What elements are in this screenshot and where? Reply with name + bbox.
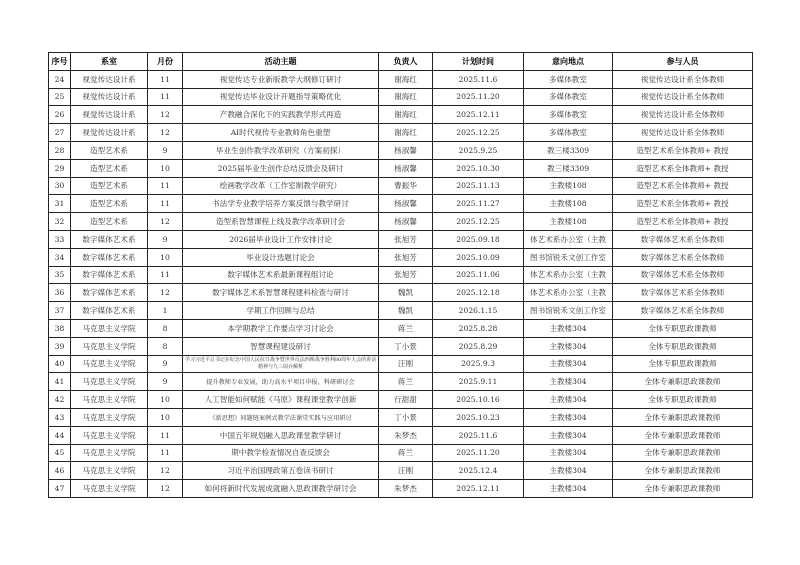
cell-seq: 43 [49, 408, 71, 426]
cell-planned-date: 2025.11.13 [433, 177, 524, 195]
cell-participants: 造型艺术系全体教师+ 教授 [613, 159, 753, 177]
cell-topic: 绘画教学改革（工作室制教学研究） [183, 177, 379, 195]
cell-owner: 杨淑馨 [379, 213, 433, 231]
cell-location: 教三楼3309 [524, 141, 613, 159]
cell-location: 主教楼304 [524, 319, 613, 337]
cell-location: 多媒体教室 [524, 88, 613, 106]
cell-planned-date: 2025.09.18 [433, 230, 524, 248]
table-row [49, 70, 753, 88]
cell-department: 造型艺术系 [71, 141, 148, 159]
cell-owner: 蒋兰 [379, 319, 433, 337]
cell-owner: 汪刚 [379, 355, 433, 373]
cell-department: 造型艺术系 [71, 177, 148, 195]
cell-month: 8 [148, 337, 183, 355]
header-planned-date: 计划时间 [433, 53, 524, 71]
cell-seq: 36 [49, 284, 71, 302]
cell-location: 主教楼304 [524, 426, 613, 444]
cell-participants: 全体专兼职思政课教师 [613, 480, 753, 498]
table-row [49, 391, 753, 409]
cell-department: 数字媒体艺术系 [71, 248, 148, 266]
cell-planned-date: 2025.12.25 [433, 124, 524, 142]
cell-owner: 朱梦杰 [379, 480, 433, 498]
cell-seq: 34 [49, 248, 71, 266]
header-owner: 负责人 [379, 53, 433, 71]
header-month: 月份 [148, 53, 183, 71]
cell-location: 多媒体教室 [524, 124, 613, 142]
cell-seq: 25 [49, 88, 71, 106]
cell-planned-date: 2025.10.30 [433, 159, 524, 177]
cell-planned-date: 2025.11.6 [433, 426, 524, 444]
cell-topic: 数字媒体艺术系智慧课程建科检查与研讨 [183, 284, 379, 302]
table-row [49, 230, 753, 248]
cell-department: 马克思主义学院 [71, 426, 148, 444]
cell-seq: 35 [49, 266, 71, 284]
cell-owner: 蒋兰 [379, 373, 433, 391]
cell-topic: 视觉传达毕业设计开题指导策略优化 [183, 88, 379, 106]
cell-location: 主教楼108 [524, 177, 613, 195]
cell-month: 11 [148, 177, 183, 195]
cell-month: 11 [148, 195, 183, 213]
cell-participants: 全体专兼职思政课教师 [613, 462, 753, 480]
cell-location: 主教楼304 [524, 444, 613, 462]
cell-owner: 张旭芳 [379, 266, 433, 284]
cell-owner: 曹振华 [379, 177, 433, 195]
cell-location: 主教楼304 [524, 480, 613, 498]
cell-month: 10 [148, 408, 183, 426]
cell-seq: 29 [49, 159, 71, 177]
cell-department: 造型艺术系 [71, 195, 148, 213]
cell-topic: 《新思想》问题链案例式教学法课堂实践与应用研讨 [183, 408, 379, 426]
table-row [49, 426, 753, 444]
cell-location: 主教楼304 [524, 337, 613, 355]
cell-topic: 智慧课程建设研讨 [183, 337, 379, 355]
cell-topic: AI时代视传专业教师角色重塑 [183, 124, 379, 142]
cell-month: 12 [148, 124, 183, 142]
cell-seq: 37 [49, 302, 71, 320]
cell-seq: 47 [49, 480, 71, 498]
cell-owner: 杨淑馨 [379, 141, 433, 159]
cell-owner: 蒋兰 [379, 444, 433, 462]
cell-seq: 39 [49, 337, 71, 355]
cell-participants: 全体专兼职思政课教师 [613, 373, 753, 391]
cell-topic: 期中教学检查情况自查反馈会 [183, 444, 379, 462]
cell-department: 视觉传达设计系 [71, 124, 148, 142]
cell-month: 9 [148, 141, 183, 159]
cell-month: 12 [148, 284, 183, 302]
cell-owner: 丁小景 [379, 337, 433, 355]
table-row [49, 213, 753, 231]
cell-planned-date: 2025.9.3 [433, 355, 524, 373]
cell-month: 12 [148, 480, 183, 498]
cell-topic: 数字媒体艺术系最新课程组讨论 [183, 266, 379, 284]
table-row [49, 408, 753, 426]
cell-planned-date: 2025.11.20 [433, 444, 524, 462]
cell-planned-date: 2025.11.20 [433, 88, 524, 106]
cell-planned-date: 2025.12.25 [433, 213, 524, 231]
cell-department: 视觉传达设计系 [71, 70, 148, 88]
table-row [49, 248, 753, 266]
cell-department: 数字媒体艺术系 [71, 230, 148, 248]
table-row [49, 480, 753, 498]
cell-topic: 书法学专业教学培养方案反馈与教学研讨 [183, 195, 379, 213]
table-row [49, 373, 753, 391]
cell-planned-date: 2025.11.27 [433, 195, 524, 213]
cell-location: 主教楼304 [524, 408, 613, 426]
activity-schedule-table [48, 52, 753, 498]
cell-owner: 朱梦杰 [379, 426, 433, 444]
cell-location: 主教楼304 [524, 462, 613, 480]
cell-department: 数字媒体艺术系 [71, 284, 148, 302]
cell-topic: 毕业设计选题讨论会 [183, 248, 379, 266]
cell-owner: 汪刚 [379, 462, 433, 480]
cell-location: 主教楼304 [524, 373, 613, 391]
cell-month: 11 [148, 88, 183, 106]
cell-owner: 张旭芳 [379, 230, 433, 248]
cell-topic: 人工智能如何赋能《马原》课程课堂教学创新 [183, 391, 379, 409]
cell-participants: 数字媒体艺术系全体教师 [613, 284, 753, 302]
cell-seq: 32 [49, 213, 71, 231]
cell-month: 12 [148, 462, 183, 480]
cell-participants: 全体专职思政课教师 [613, 391, 753, 409]
cell-owner: 谢海红 [379, 106, 433, 124]
cell-department: 数字媒体艺术系 [71, 266, 148, 284]
cell-department: 马克思主义学院 [71, 391, 148, 409]
cell-participants: 视觉传达设计系全体教师 [613, 124, 753, 142]
cell-topic: 毕业生创作教学改革研究（方案初探） [183, 141, 379, 159]
cell-month: 8 [148, 319, 183, 337]
cell-planned-date: 2025.10.23 [433, 408, 524, 426]
cell-department: 马克思主义学院 [71, 444, 148, 462]
cell-participants: 全体专职思政课教师 [613, 319, 753, 337]
table-row [49, 177, 753, 195]
cell-seq: 33 [49, 230, 71, 248]
table-row [49, 141, 753, 159]
cell-owner: 丁小景 [379, 408, 433, 426]
table-row [49, 106, 753, 124]
header-row [49, 53, 753, 71]
cell-planned-date: 2025.11.06 [433, 266, 524, 284]
cell-department: 马克思主义学院 [71, 480, 148, 498]
table-row [49, 319, 753, 337]
cell-department: 视觉传达设计系 [71, 106, 148, 124]
cell-planned-date: 2026.1.15 [433, 302, 524, 320]
cell-topic: 学习习近平总书记在纪念中国人民抗日战争暨世界反法西斯战争胜利80周年大会的讲话精神与九三阅兵解析 [183, 355, 379, 373]
cell-month: 11 [148, 444, 183, 462]
cell-planned-date: 2025.9.11 [433, 373, 524, 391]
cell-location: 图书馆锐禾文创工作室 [524, 248, 613, 266]
cell-planned-date: 2025.9.25 [433, 141, 524, 159]
cell-location: 体艺术系办公室（主教 [524, 284, 613, 302]
cell-location: 主教楼108 [524, 213, 613, 231]
cell-seq: 38 [49, 319, 71, 337]
cell-planned-date: 2025.12.4 [433, 462, 524, 480]
cell-owner: 魏凯 [379, 284, 433, 302]
cell-owner: 魏凯 [379, 302, 433, 320]
cell-month: 9 [148, 373, 183, 391]
cell-month: 11 [148, 426, 183, 444]
cell-participants: 视觉传达设计系全体教师 [613, 70, 753, 88]
cell-participants: 造型艺术系全体教师+ 教授 [613, 195, 753, 213]
cell-participants: 全体专兼职思政课教师 [613, 408, 753, 426]
cell-month: 10 [148, 248, 183, 266]
cell-topic: 本学期教学工作要点学习讨论会 [183, 319, 379, 337]
cell-seq: 24 [49, 70, 71, 88]
table-row [49, 302, 753, 320]
cell-seq: 27 [49, 124, 71, 142]
cell-topic: 2025届毕业生创作总结反馈会及研讨 [183, 159, 379, 177]
table-row [49, 355, 753, 373]
cell-seq: 46 [49, 462, 71, 480]
cell-topic: 学期工作回顾与总结 [183, 302, 379, 320]
cell-participants: 全体专职思政课教师 [613, 355, 753, 373]
cell-department: 马克思主义学院 [71, 355, 148, 373]
cell-location: 体艺术系办公室（主教 [524, 230, 613, 248]
cell-participants: 数字媒体艺术系全体教师 [613, 302, 753, 320]
cell-month: 12 [148, 106, 183, 124]
cell-participants: 造型艺术系全体教师+ 教授 [613, 177, 753, 195]
cell-topic: 中国五年规划融入思政课堂教学研讨 [183, 426, 379, 444]
cell-department: 马克思主义学院 [71, 337, 148, 355]
cell-seq: 28 [49, 141, 71, 159]
cell-planned-date: 2025.12.18 [433, 284, 524, 302]
cell-department: 数字媒体艺术系 [71, 302, 148, 320]
cell-participants: 视觉传达设计系全体教师 [613, 106, 753, 124]
cell-topic: 2026届毕业设计工作安排讨论 [183, 230, 379, 248]
cell-participants: 全体专兼职思政课教师 [613, 426, 753, 444]
cell-topic: 习近平治国理政第五卷读书研讨 [183, 462, 379, 480]
table-row [49, 88, 753, 106]
header-topic: 活动主题 [183, 53, 379, 71]
cell-planned-date: 2025.10.16 [433, 391, 524, 409]
cell-owner: 行甜甜 [379, 391, 433, 409]
table-row [49, 195, 753, 213]
header-participants: 参与人员 [613, 53, 753, 71]
cell-location: 图书馆锐禾文创工作室 [524, 302, 613, 320]
header-seq: 序号 [49, 53, 71, 71]
table-row [49, 284, 753, 302]
cell-location: 主教楼304 [524, 391, 613, 409]
cell-owner: 谢海红 [379, 88, 433, 106]
cell-month: 10 [148, 391, 183, 409]
cell-topic: 视觉传达专业新版教学大纲修订研讨 [183, 70, 379, 88]
cell-topic: 如何将新时代发展成就融入思政课教学研讨会 [183, 480, 379, 498]
cell-owner: 谢海红 [379, 124, 433, 142]
cell-participants: 数字媒体艺术系全体教师 [613, 230, 753, 248]
cell-participants: 造型艺术系全体教师+ 教授 [613, 213, 753, 231]
cell-participants: 全体专兼职思政课教师 [613, 444, 753, 462]
cell-department: 马克思主义学院 [71, 462, 148, 480]
cell-seq: 40 [49, 355, 71, 373]
cell-location: 主教楼108 [524, 195, 613, 213]
cell-location: 教三楼3309 [524, 159, 613, 177]
cell-topic: 提升教师专业发展，助力高水平项目申报，科研研讨会 [183, 373, 379, 391]
table-row [49, 444, 753, 462]
cell-seq: 26 [49, 106, 71, 124]
cell-owner: 杨淑馨 [379, 195, 433, 213]
table-row [49, 124, 753, 142]
cell-planned-date: 2025.11.6 [433, 70, 524, 88]
cell-seq: 42 [49, 391, 71, 409]
cell-topic: 产教融合深化下的实践教学形式再造 [183, 106, 379, 124]
cell-location: 体艺术系办公室（主教 [524, 266, 613, 284]
cell-location: 主教楼304 [524, 355, 613, 373]
cell-planned-date: 2025.10.09 [433, 248, 524, 266]
cell-seq: 45 [49, 444, 71, 462]
cell-planned-date: 2025.12.11 [433, 106, 524, 124]
cell-month: 9 [148, 355, 183, 373]
cell-seq: 41 [49, 373, 71, 391]
cell-department: 造型艺术系 [71, 159, 148, 177]
cell-participants: 视觉传达设计系全体教师 [613, 88, 753, 106]
cell-month: 12 [148, 213, 183, 231]
cell-participants: 造型艺术系全体教师+ 教授 [613, 141, 753, 159]
cell-seq: 44 [49, 426, 71, 444]
cell-seq: 31 [49, 195, 71, 213]
header-department: 系室 [71, 53, 148, 71]
cell-department: 马克思主义学院 [71, 408, 148, 426]
cell-location: 多媒体教室 [524, 70, 613, 88]
cell-department: 马克思主义学院 [71, 373, 148, 391]
cell-participants: 数字媒体艺术系全体教师 [613, 248, 753, 266]
table-row [49, 337, 753, 355]
cell-month: 11 [148, 70, 183, 88]
cell-department: 马克思主义学院 [71, 319, 148, 337]
cell-planned-date: 2025.8.28 [433, 319, 524, 337]
header-location: 意向地点 [524, 53, 613, 71]
cell-month: 9 [148, 230, 183, 248]
table-row [49, 266, 753, 284]
cell-month: 1 [148, 302, 183, 320]
cell-topic: 造型系智慧课程上线及教学改革研讨会 [183, 213, 379, 231]
cell-month: 11 [148, 266, 183, 284]
cell-planned-date: 2025.12.11 [433, 480, 524, 498]
cell-seq: 30 [49, 177, 71, 195]
table-row [49, 462, 753, 480]
cell-department: 造型艺术系 [71, 213, 148, 231]
cell-department: 视觉传达设计系 [71, 88, 148, 106]
cell-location: 多媒体教室 [524, 106, 613, 124]
cell-participants: 数字媒体艺术系全体教师 [613, 266, 753, 284]
cell-planned-date: 2025.8.29 [433, 337, 524, 355]
cell-participants: 全体专职思政课教师 [613, 337, 753, 355]
cell-owner: 杨淑馨 [379, 159, 433, 177]
table-row [49, 159, 753, 177]
cell-owner: 张旭芳 [379, 248, 433, 266]
cell-owner: 谢海红 [379, 70, 433, 88]
cell-month: 10 [148, 159, 183, 177]
